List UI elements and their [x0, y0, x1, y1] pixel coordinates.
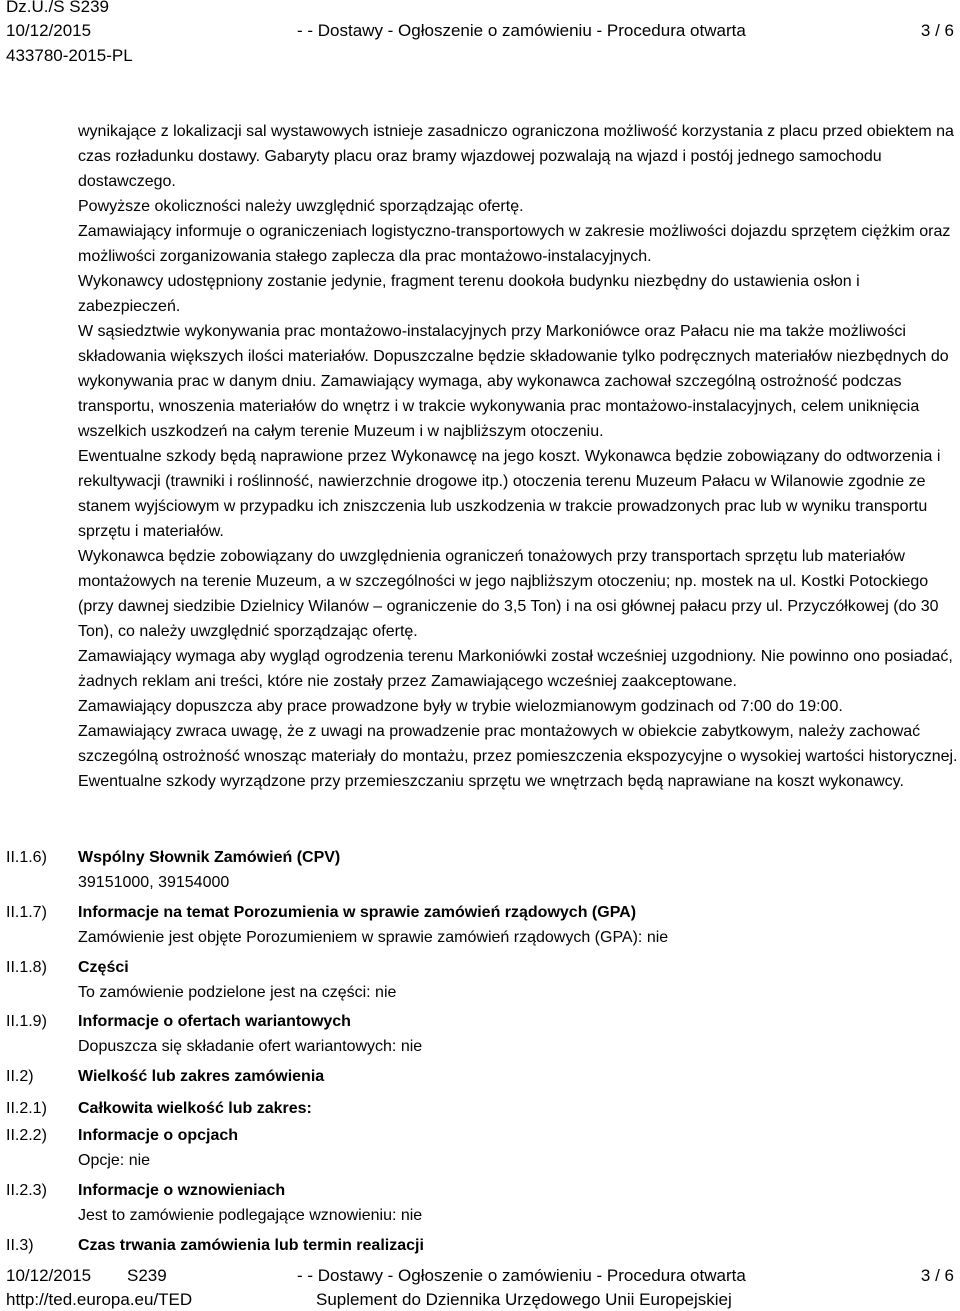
- footer-page: 3 / 6: [920, 1266, 954, 1285]
- paragraph: Zamawiający informuje o ograniczeniach logistyczno-transportowych w zakresie możliwości dojazdu sprzętem ciężkim oraz możliwości zorganizowania stałego zaplecza dla prac montażowo-instalacyjnych.: [78, 223, 951, 265]
- section-number: II.2.2): [6, 1127, 47, 1144]
- section-title: Wielkość lub zakres zamówienia: [78, 1068, 325, 1085]
- section-title: Informacje o opcjach: [78, 1127, 239, 1144]
- section-number: II.1.8): [6, 959, 47, 976]
- doc-id: 433780-2015-PL: [6, 46, 133, 65]
- body-text: [78, 119, 958, 794]
- section-number: II.1.9): [6, 1013, 47, 1030]
- section-title: Całkowita wielkość lub zakres:: [78, 1100, 312, 1117]
- paragraph: Zamawiający wymaga aby wygląd ogrodzenia terenu Markoniówki został wcześniej uzgodniony. Nie powinno ono posiadać, żadnych reklam ani treści, które nie zostały przez Zamawiającego wcześniej zaakceptowane.: [78, 648, 953, 690]
- footer-series: S239: [127, 1266, 167, 1285]
- footer-supplement: Suplement do Dziennika Urzędowego Unii Europejskiej: [316, 1290, 732, 1309]
- section-title: Wspólny Słownik Zamówień (CPV): [78, 849, 341, 866]
- section-value: Dopuszcza się składanie ofert wariantowych: nie: [78, 1038, 423, 1055]
- paragraph: Zamawiający dopuszcza aby prace prowadzone były w trybie wielozmianowym godzinach od 7:00 do 19:00.: [78, 698, 843, 715]
- section-title: Czas trwania zamówienia lub termin realizacji: [78, 1237, 424, 1254]
- header-date: 10/12/2015: [6, 21, 92, 40]
- section-title: Informacje o wznowieniach: [78, 1182, 286, 1199]
- section-title: Informacje o ofertach wariantowych: [78, 1013, 351, 1030]
- section-number: II.3): [6, 1237, 34, 1254]
- section-value: Opcje: nie: [78, 1152, 151, 1169]
- section-number: II.1.7): [6, 904, 47, 921]
- section-value: 39151000, 39154000: [78, 874, 230, 891]
- section-number: II.1.6): [6, 849, 47, 866]
- footer-title: - - Dostawy - Ogłoszenie o zamówieniu - Procedura otwarta: [297, 1266, 746, 1285]
- section-title: Informacje na temat Porozumienia w sprawie zamówień rządowych (GPA): [78, 904, 637, 921]
- footer-url[interactable]: http://ted.europa.eu/TED: [6, 1290, 193, 1309]
- paragraph: Ewentualne szkody będą naprawione przez Wykonawcę na jego koszt. Wykonawca będzie zobowiązany do odtworzenia i rekultywacji (trawniki i roślinność, nawierzchnie drogowe itp.) otoczenia terenu Muzeum Pałacu w Wilanowie zgodnie ze stanem wyjściowym w przypadku ich zniszczenia lub uszkodzenia w trakcie prowadzonych prac lub w wyniku transportu sprzętu i materiałów.: [78, 448, 941, 540]
- section-title: Części: [78, 959, 129, 976]
- paragraph: Powyższe okoliczności należy uwzględnić sporządzając ofertę.: [78, 198, 524, 215]
- paragraph: Wykonawca będzie zobowiązany do uwzględnienia ograniczeń tonażowych przy transportach sprzętu lub materiałów montażowych na terenie Muzeum, a w szczególności w jego najbliższym otoczeniu; np. mostek na ul. Kostki Potockiego (przy dawnej siedzibie Dzielnicy Wilanów – ograniczenie do 3,5 Ton) i na osi głównej pałacu przy ul. Przyczółkowej (do 30 Ton), co należy uwzględnić sporządzając ofertę.: [78, 548, 939, 640]
- section-value: Jest to zamówienie podlegające wznowieniu: nie: [78, 1207, 423, 1224]
- section-number: II.2.3): [6, 1182, 47, 1199]
- doc-ref: Dz.U./S S239: [6, 0, 109, 16]
- section-number: II.2.1): [6, 1100, 47, 1117]
- paragraph: Wykonawcy udostępniony zostanie jedynie, fragment terenu dookoła budynku niezbędny do ustawienia osłon i zabezpieczeń.: [78, 273, 860, 315]
- section-value: To zamówienie podzielone jest na części: nie: [78, 984, 397, 1001]
- footer-date: 10/12/2015: [6, 1266, 92, 1285]
- paragraph: W sąsiedztwie wykonywania prac montażowo-instalacyjnych przy Markoniówce oraz Pałacu nie ma także możliwości składowania większych ilości materiałów. Dopuszczalne będzie składowanie tylko podręcznych materiałów niezbędnych do wykonywania prac w danym dniu. Zamawiający wymaga, aby wykonawca zachował szczególną ostrożność podczas transportu, wnoszenia materiałów do wnętrz i w trakcie wykonywania prac montażowo-instalacyjnych, celem uniknięcia wszelkich uszkodzeń na całym terenie Muzeum i w najbliższym otoczeniu.: [78, 323, 949, 440]
- header-title: - - Dostawy - Ogłoszenie o zamówieniu - Procedura otwarta: [297, 21, 746, 40]
- paragraph: wynikające z lokalizacji sal wystawowych istnieje zasadniczo ograniczona możliwość korzystania z placu przed obiektem na czas rozładunku dostawy. Gabaryty placu oraz bramy wjazdowej pozwalają na wjazd i postój jednego samochodu dostawczego.: [78, 123, 954, 190]
- paragraph: Zamawiający zwraca uwagę, że z uwagi na prowadzenie prac montażowych w obiekcie zabytkowym, należy zachować szczególną ostrożność wnosząc materiały do montażu, przez pomieszczenia ekspozycyjne o wysokiej wartości historycznej. Ewentualne szkody wyrządzone przy przemieszczaniu sprzętu we wnętrzach będą naprawiane na koszt wykonawcy.: [78, 723, 958, 790]
- section-number: II.2): [6, 1068, 34, 1085]
- header-page: 3 / 6: [920, 21, 954, 40]
- section-value: Zamówienie jest objęte Porozumieniem w sprawie zamówień rządowych (GPA): nie: [78, 929, 669, 946]
